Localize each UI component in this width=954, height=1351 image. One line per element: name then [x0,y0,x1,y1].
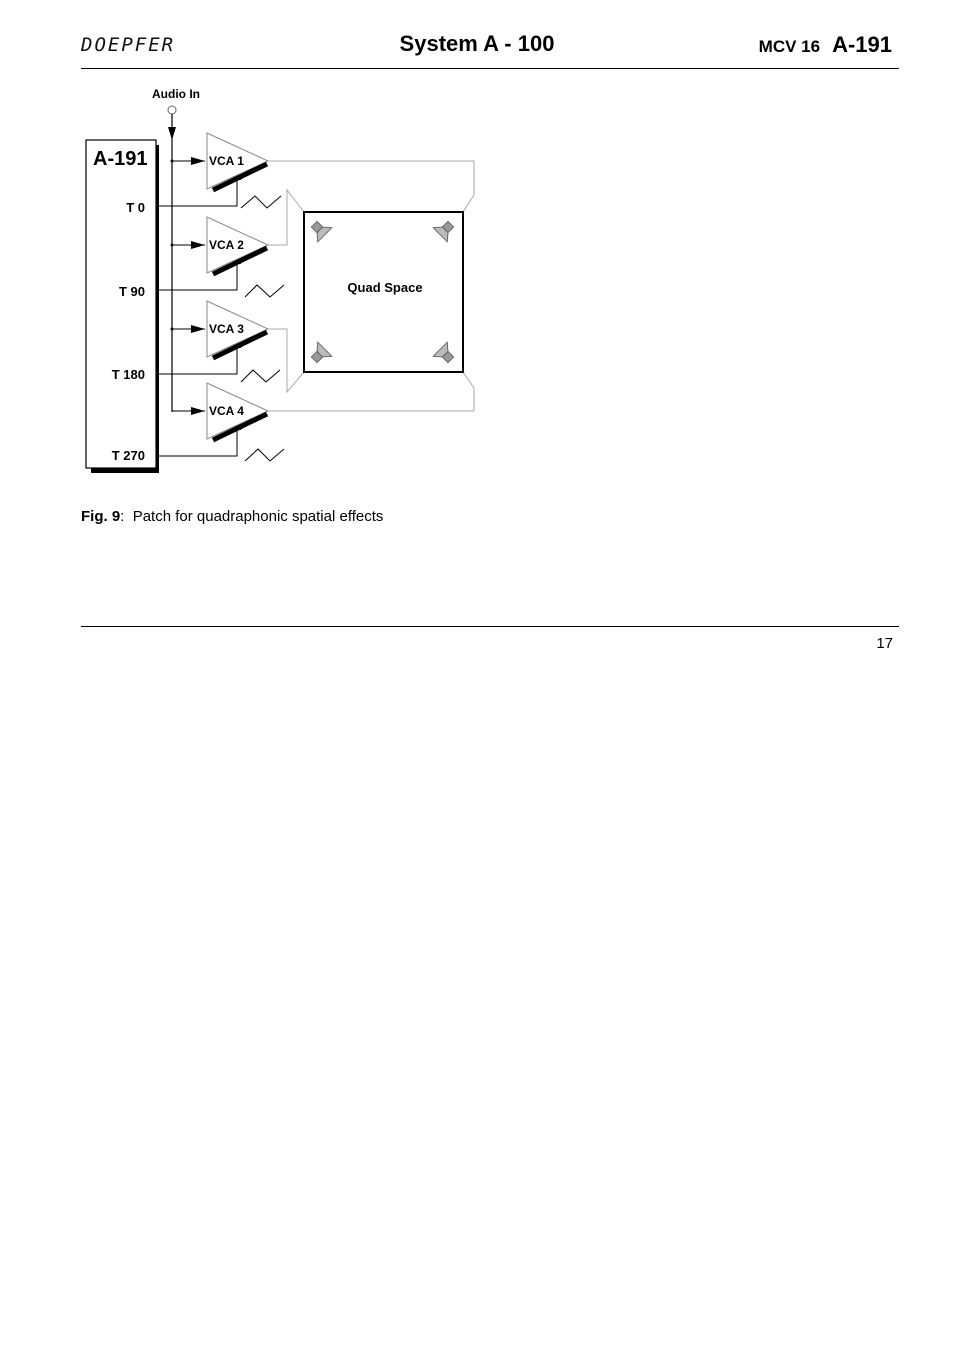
quad-space-label: Quad Space [347,280,423,295]
audio-in-label: Audio In [152,87,200,101]
figure-caption [81,508,383,525]
module-number: A-191 [832,32,892,57]
footer-rule [81,626,899,627]
page-number: 17 [876,635,893,652]
caption-separator: : [120,508,125,525]
vca-2-label: VCA 2 [209,238,244,252]
figure-label: Fig. 9 [81,508,121,525]
module-label: A-191 [93,148,148,170]
output-label-t270: T 270 [111,448,145,463]
audio-bus-arrow [168,127,176,140]
output-label-t0: T 0 [126,200,145,215]
module-code: MCV 16 [758,37,821,56]
page-title: System A - 100 [399,31,555,56]
vca-input-branches [171,157,206,415]
caption-text: Patch for quadraphonic spatial effects [132,508,384,525]
audio-in-jack [168,106,176,114]
vca-3-label: VCA 3 [209,322,244,336]
vca-4-label: VCA 4 [209,404,244,418]
brand-logo: DOEPFER [81,34,176,56]
output-label-t180: T 180 [111,367,145,382]
vca-1-label: VCA 1 [209,154,244,168]
output-label-t90: T 90 [118,284,145,299]
patch-diagram [0,0,954,500]
module-box [86,140,156,468]
